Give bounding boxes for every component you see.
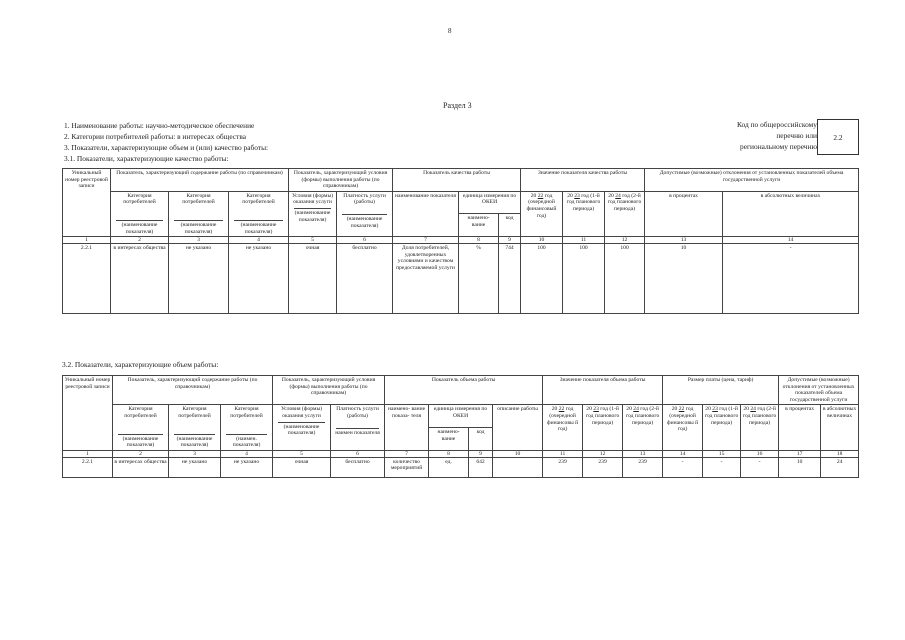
fee-year-2-header: 20 23 год (1-й год планового периода): [703, 405, 741, 450]
cell-condition-form: очная: [289, 244, 337, 314]
volume-indicators-heading: 3.2. Показатели, характеризующие объем работы:: [62, 360, 219, 369]
page-number: 8: [448, 27, 452, 35]
column-number: 8: [429, 450, 469, 457]
content-col-2-label: Категория потребителей: [182, 192, 215, 206]
content-col-3-label: Категория потребителей: [230, 406, 263, 419]
cell-unit-code: 642: [469, 457, 493, 477]
conditions-header: Показатель, характеризующий условия (формы) выполнения работы (по справочникам): [273, 376, 385, 405]
conditions-header: Показатель, характеризующий условия (формы) выполнения работы (по справочникам): [289, 169, 393, 192]
fee-year-1-header: 20 22 год (очередной финансовы й год): [663, 405, 703, 450]
fee-header: Размер платы (цена, тариф): [663, 376, 779, 405]
column-number: 15: [703, 450, 741, 457]
column-number: 3: [169, 450, 221, 457]
cell-value-year-3: 239: [623, 457, 663, 477]
cell-fee-year-2: -: [703, 457, 741, 477]
column-number: 16: [741, 450, 779, 457]
cell-category-3: не указано: [229, 244, 289, 314]
column-number: 3: [169, 237, 229, 244]
conditions-col-1: [273, 405, 331, 450]
column-number: 10: [521, 237, 563, 244]
unit-header: единица измерения по ОКЕИ: [459, 191, 521, 214]
content-col-2-note: (наименование показателя): [180, 221, 217, 235]
column-numbers-row: [63, 450, 859, 457]
registry-code-label-3: региональному перечню: [740, 142, 817, 151]
conditions-col-1: [289, 191, 337, 236]
unique-number-header: Уникальный номер реестровой записи: [63, 376, 113, 451]
column-number: 12: [583, 450, 623, 457]
cell-fee-year-1: -: [663, 457, 703, 477]
unit-name-header: наимено- вание: [459, 214, 499, 237]
quality-value-header: Значение показателя качества работы: [521, 169, 645, 192]
unit-header: единица измерения по ОКЕИ: [429, 405, 493, 428]
cell-unique-number: 2.2.1: [63, 244, 111, 314]
indicator-name-header: наименование показателя: [393, 191, 459, 236]
content-col-2: [169, 191, 229, 236]
year-2-header: 20 23 год (1-й год планового периода): [583, 405, 623, 450]
registry-code-label-1: Код по общероссийскому: [736, 120, 817, 129]
cell-category-2: не указано: [169, 457, 221, 477]
cell-unit-code: 744: [499, 244, 521, 314]
conditions-col-1-label: Условия (формы) оказания услуги: [280, 406, 323, 419]
column-number: 7: [385, 450, 429, 457]
cell-deviation-percent: 10: [779, 457, 821, 477]
content-header: Показатель, характеризующий содержание работы (по справочникам): [111, 169, 289, 192]
deviation-absolute-header: в абсолютных величинах: [723, 191, 859, 236]
content-col-2-note: (наименование показателя): [176, 435, 213, 449]
cell-unit-name: ед.: [429, 457, 469, 477]
quality-table: [62, 168, 859, 314]
year-3-header: 20 24 год (2-й год планового периода): [605, 191, 645, 236]
content-col-2-label: Категория потребителей: [178, 406, 211, 419]
year-1-header: 20 22 год (очередной финансовы й год): [543, 405, 583, 450]
registry-code-label-2: перечню или: [776, 131, 817, 140]
volume-indicator-header: Показатель объема работы: [385, 376, 543, 405]
cell-value-year-1: 100: [521, 244, 563, 314]
quality-indicators-heading: 3.1. Показатели, характеризующие качество работы:: [64, 154, 229, 163]
conditions-col-2-note: наимен показателя: [335, 429, 380, 436]
content-col-3: [229, 191, 289, 236]
volume-table: [62, 375, 859, 478]
content-col-1: [111, 191, 169, 236]
column-numbers-row: [63, 237, 859, 244]
column-number: 2: [113, 450, 169, 457]
column-number: 18: [821, 450, 859, 457]
column-number: 10: [493, 450, 543, 457]
column-number: 11: [563, 237, 605, 244]
section-title: Раздел 3: [443, 101, 472, 110]
table-row: [63, 457, 859, 477]
column-number: 7: [393, 237, 459, 244]
conditions-col-2-label: Платность услуги (работы): [343, 192, 386, 206]
registry-code-label: [690, 119, 817, 152]
registry-code-box: [817, 119, 859, 155]
year-3-header: 20 24 год (2-й год планового периода): [623, 405, 663, 450]
work-name-line: 1. Наименование работы: научно-методическое обеспечение: [64, 121, 255, 130]
column-number: 5: [289, 237, 337, 244]
cell-indicator-name: Доля потребителей, удовлетворенных условиями и качеством предоставляемой услуги: [393, 244, 459, 314]
indicator-name-header: наимено- вание показа- теля: [385, 405, 429, 450]
conditions-col-1-note: (наименование показателя): [294, 209, 331, 223]
column-number: 6: [331, 450, 385, 457]
cell-category-1: в интересах общества: [113, 457, 169, 477]
cell-payment: бесплатно: [331, 457, 385, 477]
content-col-3: [221, 405, 273, 450]
unique-number-header: Уникальный номер реестровой записи: [63, 169, 111, 237]
table-row: [63, 244, 859, 314]
registry-code-value: 2.2: [833, 132, 843, 142]
content-col-2: [169, 405, 221, 450]
work-description-header: описание работы: [493, 405, 543, 450]
content-col-1-note: (наименование показателя): [121, 221, 158, 235]
fee-year-3-header: 20 24 год (2-й год планового периода): [741, 405, 779, 450]
deviation-header: Допустимые (возможные) отклонения от установленных показателей объема государственной услуги: [645, 169, 859, 192]
cell-fee-year-3: -: [741, 457, 779, 477]
deviation-absolute-header: в абсолютных величинах: [821, 405, 859, 450]
column-number: 1: [63, 237, 111, 244]
cell-unit-name: %: [459, 244, 499, 314]
cell-value-year-2: 100: [563, 244, 605, 314]
content-col-1-note: (наименование показателя): [122, 435, 159, 449]
column-number: 13: [623, 450, 663, 457]
unit-code-header: код: [499, 214, 521, 237]
deviation-percent-header: в процентах: [779, 405, 821, 450]
column-number: 14: [723, 237, 859, 244]
year-2-header: 20 23 год (1-й год планового периода): [563, 191, 605, 236]
content-col-3-note: (наименование показателя): [240, 221, 277, 235]
column-number: 11: [543, 450, 583, 457]
column-number: 17: [779, 450, 821, 457]
cell-category-3: не указано: [221, 457, 273, 477]
column-number: 9: [499, 237, 521, 244]
cell-unique-number: 2.2.1: [63, 457, 113, 477]
content-col-1-label: Категория потребителей: [124, 406, 157, 419]
column-number: 14: [663, 450, 703, 457]
deviation-header: Допустимые (возможные) отклонения от установленных показателей объема государственной услуги: [779, 376, 859, 405]
cell-value-year-2: 239: [583, 457, 623, 477]
conditions-col-2: [331, 405, 385, 450]
cell-work-description: [493, 457, 543, 477]
content-col-3-label: Категория потребителей: [242, 192, 275, 206]
column-number: 4: [229, 237, 289, 244]
column-number: 1: [63, 450, 113, 457]
cell-deviation-percent: 10: [645, 244, 723, 314]
content-col-1-label: Категория потребителей: [123, 192, 156, 206]
conditions-col-2-label: Платность услуги (работы): [336, 406, 379, 419]
column-number: 12: [605, 237, 645, 244]
column-number: 8: [459, 237, 499, 244]
column-number: 5: [273, 450, 331, 457]
cell-indicator-name: количество мероприятий: [385, 457, 429, 477]
conditions-col-2-note: (наименование показателя): [346, 215, 383, 229]
cell-deviation-absolute: -: [723, 244, 859, 314]
column-number: 6: [337, 237, 393, 244]
cell-category-2: не указано: [169, 244, 229, 314]
cell-value-year-3: 100: [605, 244, 645, 314]
indicators-line: 3. Показатели, характеризующие объем и (или) качество работы:: [64, 143, 269, 152]
cell-category-1: в интересах общества: [111, 244, 169, 314]
cell-condition-form: очная: [273, 457, 331, 477]
column-number: 2: [111, 237, 169, 244]
cell-payment: бесплатно: [337, 244, 393, 314]
content-col-1: [113, 405, 169, 450]
conditions-col-1-label: Условия (формы) оказания услуги: [291, 192, 334, 206]
conditions-col-2: [337, 191, 393, 236]
content-col-3-note: (наимен. показателя): [232, 435, 261, 449]
column-number: 4: [221, 450, 273, 457]
quality-indicator-header: Показатель качества работы: [393, 169, 521, 192]
year-1-header: 20 22 год (очередной финансовый год): [521, 191, 563, 236]
unit-code-header: код: [469, 428, 493, 451]
content-header: Показатель, характеризующий содержание работы (по справочникам): [113, 376, 273, 405]
cell-value-year-1: 239: [543, 457, 583, 477]
conditions-col-1-note: (наименование показателя): [283, 423, 320, 437]
column-number: 9: [469, 450, 493, 457]
column-number: 13: [645, 237, 723, 244]
volume-value-header: Значение показателя объема работы: [543, 376, 663, 405]
deviation-percent-header: в процентах: [645, 191, 723, 236]
cell-deviation-absolute: 24: [821, 457, 859, 477]
unit-name-header: наимено- вание: [429, 428, 469, 451]
consumer-category-line: 2. Категории потребителей работы: в интересах общества: [64, 132, 246, 141]
